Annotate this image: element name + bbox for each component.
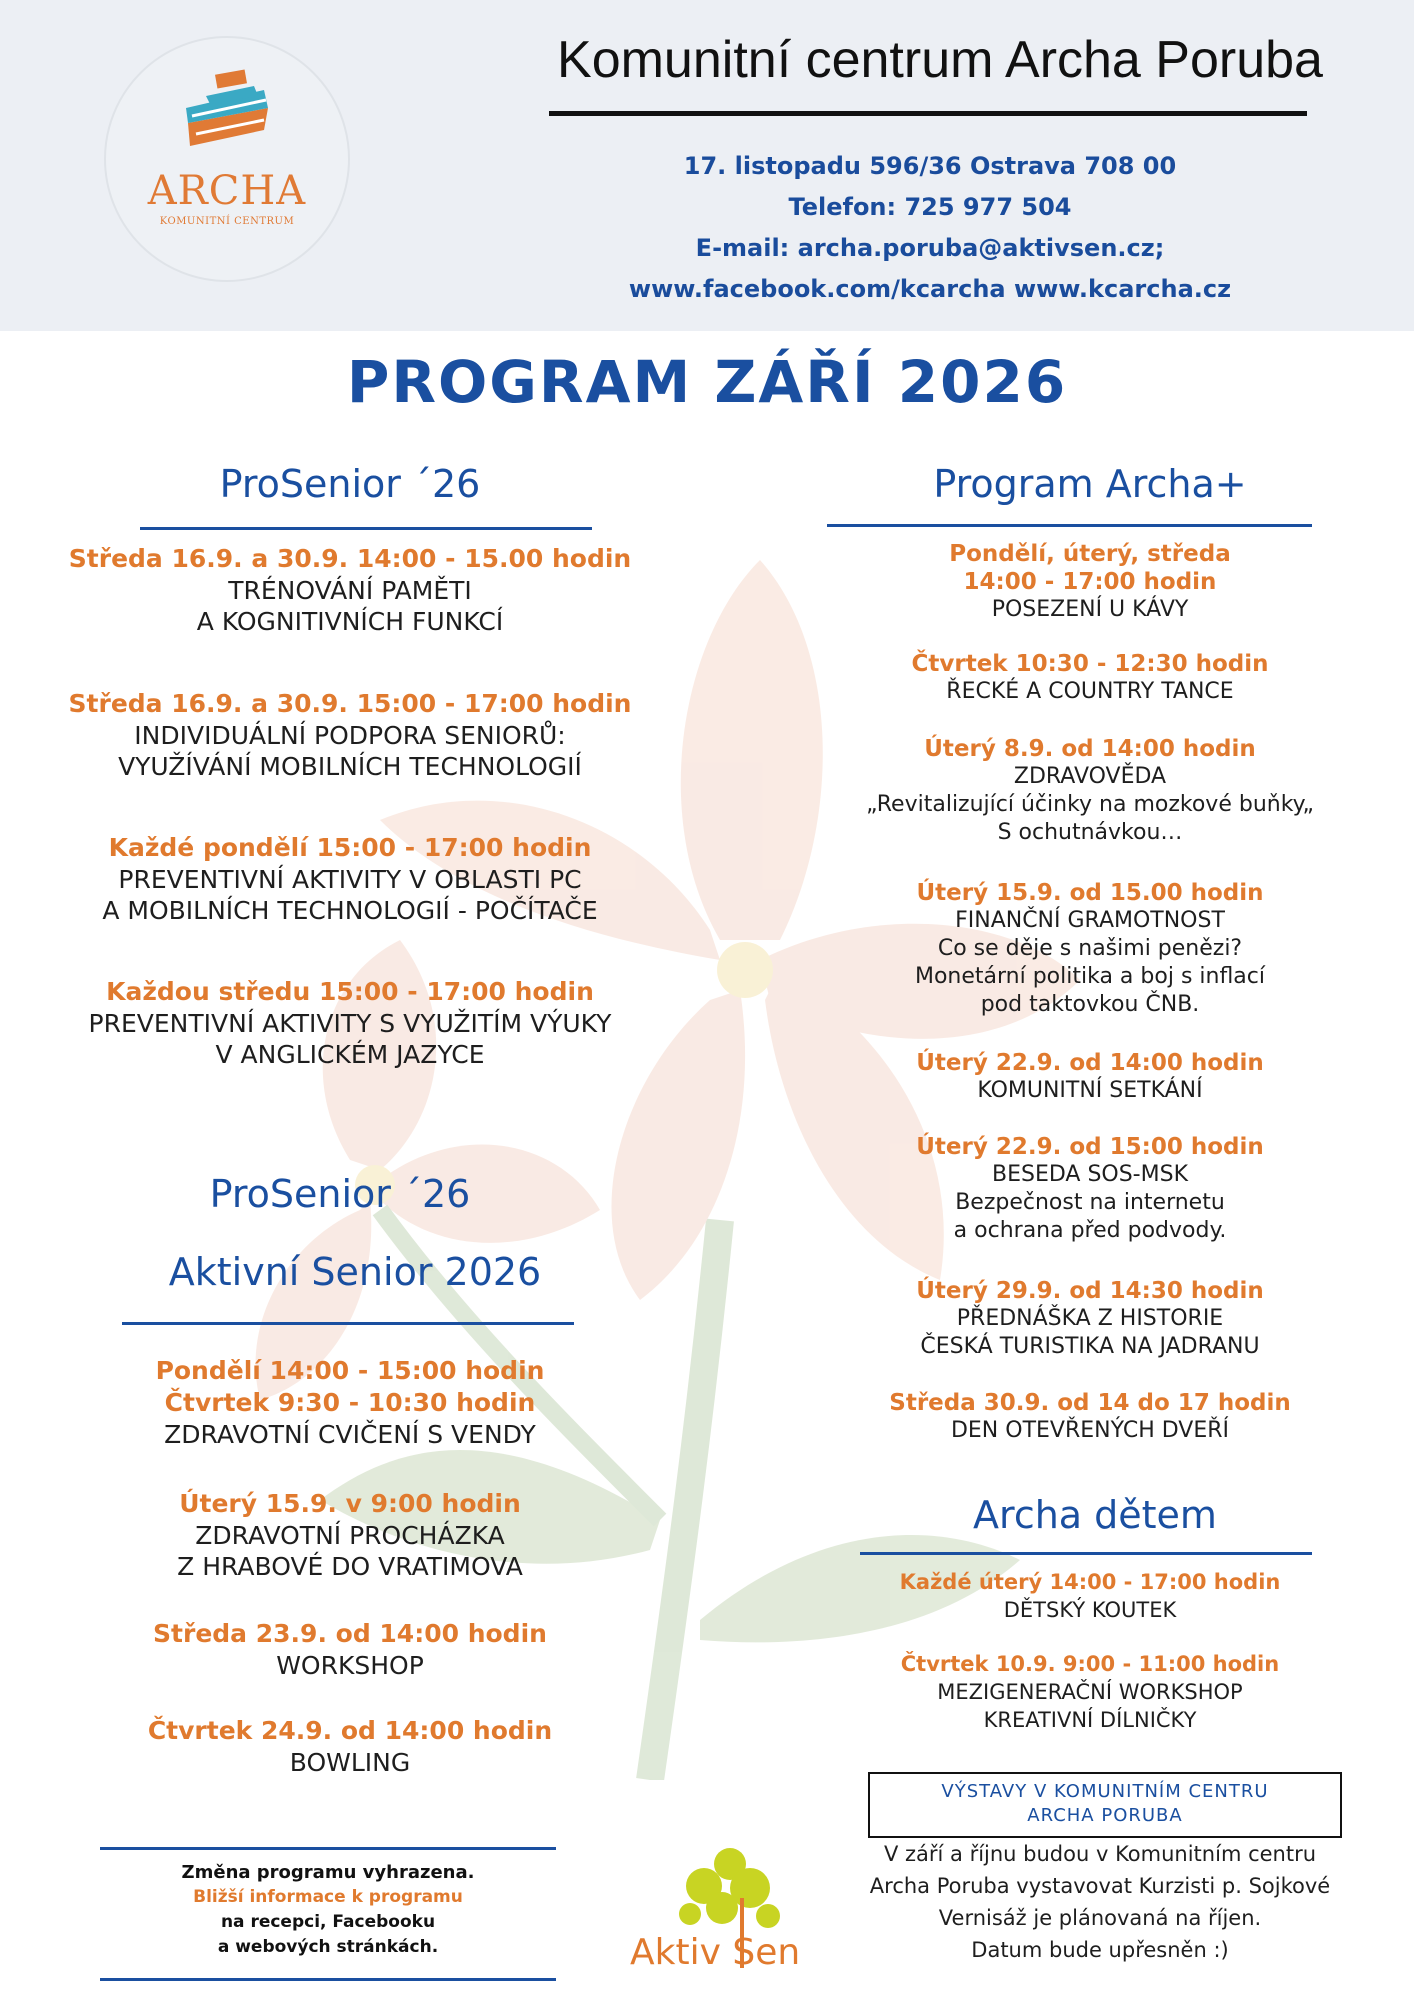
exhibition-line: Datum bude upřesněn :) — [971, 1938, 1229, 1962]
archa-detem-section-title: Archa dětem — [973, 1493, 1217, 1537]
aktivni-section-title-1: ProSenior ´26 — [209, 1172, 471, 1216]
program-change-note — [100, 1860, 556, 1960]
event-title: S ochutnávkou… — [997, 820, 1183, 845]
event-time: Středa 16.9. a 30.9. 15:00 - 17:00 hodin — [68, 689, 632, 718]
event-title: „Revitalizující účinky na mozkové buňky„ — [866, 792, 1314, 817]
event-title: DEN OTEVŘENÝCH DVEŘÍ — [950, 1418, 1230, 1443]
event-title: A MOBILNÍCH TECHNOLOGIÍ - POČÍTAČE — [102, 896, 598, 925]
event-time: Pondělí 14:00 - 15:00 hodin — [155, 1356, 545, 1385]
archa-plus-event-list — [790, 540, 1390, 1445]
event-item — [790, 735, 1390, 879]
event-time: Čtvrtek 10.9. 9:00 - 11:00 hodin — [900, 1652, 1280, 1676]
logo-subtext: KOMUNITNÍ CENTRUM — [159, 216, 295, 227]
header — [0, 0, 1414, 331]
event-title: INDIVIDUÁLNÍ PODPORA SENIORŮ: — [134, 721, 566, 750]
event-time: Pondělí, úterý, středa — [949, 541, 1231, 567]
event-title: Co se děje s našimi penězi? — [937, 936, 1243, 961]
event-title: POSEZENÍ U KÁVY — [991, 597, 1189, 622]
aktivsen-logo-text: Aktiv Sen — [630, 1932, 801, 1973]
event-title: DĚTSKÝ KOUTEK — [1003, 1598, 1177, 1622]
event-title: ŘECKÉ A COUNTRY TANCE — [946, 679, 1234, 704]
boat-icon — [166, 68, 290, 178]
event-time: Úterý 8.9. od 14:00 hodin — [924, 736, 1256, 762]
event-time: Čtvrtek 24.9. od 14:00 hodin — [147, 1716, 553, 1745]
event-title: ZDRAVOVĚDA — [1013, 764, 1167, 789]
contact-info — [560, 146, 1300, 310]
exhibition-line: Vernisáž je plánovaná na říjen. — [938, 1906, 1262, 1930]
event-item — [790, 650, 1390, 735]
event-time: Úterý 29.9. od 14:30 hodin — [916, 1278, 1264, 1304]
event-title: MEZIGENERAČNÍ WORKSHOP — [937, 1680, 1243, 1704]
event-time: Každé úterý 14:00 - 17:00 hodin — [899, 1570, 1281, 1594]
event-item — [790, 540, 1390, 650]
event-item — [790, 1277, 1390, 1389]
event-time: Každé pondělí 15:00 - 17:00 hodin — [108, 833, 592, 862]
note-line: Změna programu vyhrazena. — [181, 1862, 475, 1883]
event-time: Každou středu 15:00 - 17:00 hodin — [106, 977, 594, 1006]
logo-text: ARCHA — [147, 168, 307, 214]
note-line: a webových stránkách. — [217, 1937, 439, 1957]
program-title: PROGRAM ZÁŘÍ 2026 — [346, 348, 1068, 416]
event-item — [790, 1133, 1390, 1277]
event-title: Monetární politika a boj s inflací — [914, 964, 1265, 989]
event-time: Středa 23.9. od 14:00 hodin — [153, 1619, 547, 1648]
event-time: Středa 16.9. a 30.9. 14:00 - 15.00 hodin — [68, 544, 632, 573]
archa-plus-divider — [827, 524, 1312, 527]
event-time: Čtvrtek 9:30 - 10:30 hodin — [164, 1388, 536, 1417]
event-item — [50, 1715, 650, 1778]
event-title: BOWLING — [289, 1748, 411, 1777]
phone-text: Telefon: 725 977 504 — [788, 193, 1072, 221]
organization-title: Komunitní centrum Archa Poruba — [557, 31, 1323, 89]
event-time: Úterý 22.9. od 14:00 hodin — [916, 1050, 1264, 1076]
event-item — [50, 1355, 650, 1488]
event-title: Bezpečnost na internetu — [955, 1190, 1225, 1215]
web-links[interactable]: www.facebook.com/kcarcha www.kcarcha.cz — [628, 275, 1232, 303]
event-title: KOMUNITNÍ SETKÁNÍ — [977, 1078, 1203, 1103]
event-title: V ANGLICKÉM JAZYCE — [215, 1040, 485, 1069]
prosenior-section-title: ProSenior ´26 — [219, 462, 481, 506]
event-time: Středa 30.9. od 14 do 17 hodin — [889, 1390, 1291, 1416]
event-title: pod taktovkou ČNB. — [980, 992, 1200, 1017]
event-title: WORKSHOP — [276, 1651, 424, 1680]
event-item — [40, 543, 660, 688]
aktivni-event-list — [50, 1355, 650, 1778]
address-text: 17. listopadu 596/36 Ostrava 708 00 — [683, 152, 1177, 180]
event-item — [40, 688, 660, 832]
event-title: ZDRAVOTNÍ PROCHÁZKA — [195, 1521, 505, 1550]
email-link[interactable]: E-mail: archa.poruba@aktivsen.cz; — [695, 234, 1165, 262]
event-title: PREVENTIVNÍ AKTIVITY V OBLASTI PC — [118, 865, 582, 894]
exhibition-line: Archa Poruba vystavovat Kurzisti p. Sojkové — [869, 1874, 1331, 1898]
event-title: a ochrana před podvody. — [953, 1218, 1227, 1243]
archa-plus-section-title: Program Archa+ — [933, 462, 1247, 506]
event-title: PREVENTIVNÍ AKTIVITY S VYUŽITÍM VÝUKY — [88, 1009, 612, 1038]
archa-detem-event-list — [790, 1568, 1390, 1734]
event-title: VYUŽÍVÁNÍ MOBILNÍCH TECHNOLOGIÍ — [118, 752, 582, 781]
aktivni-divider — [122, 1322, 574, 1325]
event-item — [50, 1618, 650, 1715]
event-item — [790, 1049, 1390, 1133]
archa-logo — [104, 36, 350, 282]
event-time: Úterý 15.9. od 15.00 hodin — [916, 880, 1264, 906]
event-time: 14:00 - 17:00 hodin — [963, 569, 1217, 595]
prosenior-divider — [140, 527, 592, 530]
note-line: na recepci, Facebooku — [220, 1912, 436, 1932]
event-title: ČESKÁ TURISTIKA NA JADRANU — [920, 1334, 1260, 1359]
archa-detem-divider — [860, 1552, 1312, 1555]
exhibition-line: V září a říjnu budou v Komunitním centru — [883, 1842, 1317, 1866]
event-time: Úterý 22.9. od 15:00 hodin — [916, 1134, 1264, 1160]
event-title: ZDRAVOTNÍ CVIČENÍ S VENDY — [164, 1420, 536, 1449]
event-title: BESEDA SOS-MSK — [991, 1162, 1188, 1187]
note-line: Bližší informace k programu — [193, 1887, 463, 1907]
aktivni-section-title-2: Aktivní Senior 2026 — [168, 1250, 542, 1294]
note-divider-bottom — [100, 1978, 556, 1981]
exhibition-heading: ARCHA PORUBA — [1027, 1805, 1183, 1826]
event-item — [790, 1389, 1390, 1445]
exhibition-text — [820, 1838, 1380, 1966]
event-item — [790, 1568, 1390, 1650]
event-time: Úterý 15.9. v 9:00 hodin — [179, 1489, 521, 1518]
event-item — [790, 879, 1390, 1049]
exhibition-box — [868, 1772, 1342, 1838]
event-item — [40, 976, 660, 1070]
event-title: Z HRABOVÉ DO VRATIMOVA — [177, 1552, 523, 1581]
note-divider-top — [100, 1847, 556, 1850]
event-item — [50, 1488, 650, 1618]
prosenior-event-list — [40, 543, 660, 1070]
event-title: TRÉNOVÁNÍ PAMĚTI — [228, 576, 472, 605]
title-divider — [549, 111, 1307, 116]
event-item — [40, 832, 660, 976]
event-item — [790, 1650, 1390, 1734]
exhibition-heading: VÝSTAVY V KOMUNITNÍM CENTRU — [941, 1781, 1269, 1802]
event-title: A KOGNITIVNÍCH FUNKCÍ — [196, 607, 504, 636]
event-title: PŘEDNÁŠKA Z HISTORIE — [956, 1306, 1224, 1331]
event-title: FINANČNÍ GRAMOTNOST — [955, 908, 1225, 933]
event-time: Čtvrtek 10:30 - 12:30 hodin — [911, 651, 1269, 677]
event-title: KREATIVNÍ DÍLNIČKY — [983, 1708, 1197, 1732]
